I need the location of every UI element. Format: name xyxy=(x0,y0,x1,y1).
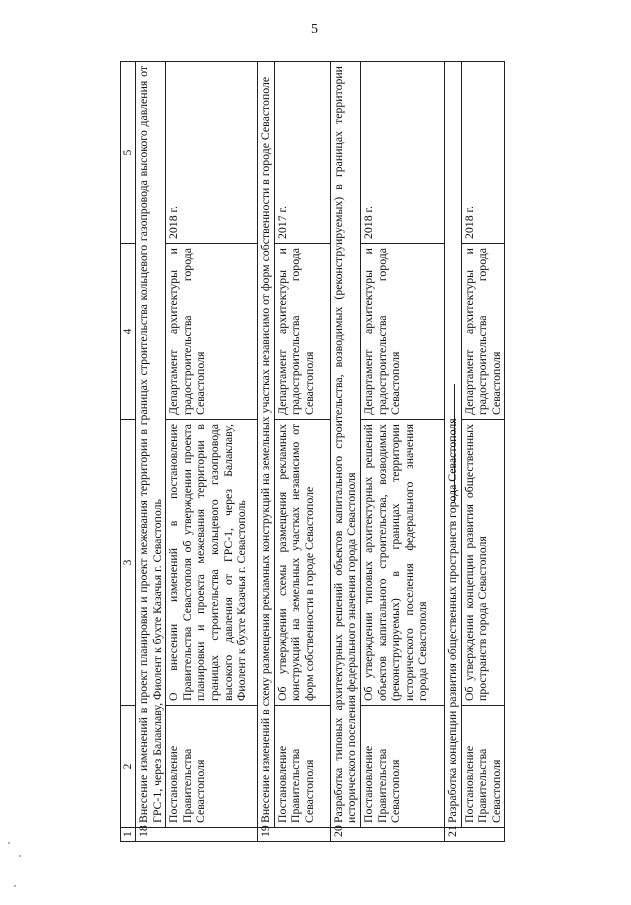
table-row xyxy=(360,62,444,842)
act-type-cell: Постановление Правительства Севастополя xyxy=(166,706,258,828)
page-number: 5 xyxy=(311,22,318,37)
section-title: Разработка типовых архитектурных решений объектов капитального строительства, возводимых (реконструируемых) в границах территории исторического поселения федерального значения города Севастополя xyxy=(330,62,360,828)
section-row xyxy=(444,62,461,842)
section-row xyxy=(330,62,360,842)
row-number: 20 xyxy=(330,828,444,842)
responsible-cell: Департамент архитектуры и градостроительства города Севастополя xyxy=(166,244,258,420)
row-number: 18 xyxy=(136,828,258,842)
deadline-cell: 2017 г. xyxy=(274,62,330,244)
scan-speck xyxy=(19,855,21,857)
section-title: Внесение изменений в схему размещения рекламных конструкций на земельных участках независимо от форм собственности в городе Севастополе xyxy=(258,62,275,828)
scan-speck xyxy=(14,885,16,887)
table-row xyxy=(274,62,330,842)
row-number: 21 xyxy=(444,828,504,842)
column-header: 1 xyxy=(121,828,136,842)
deadline-cell: 2018 г. xyxy=(461,62,505,244)
responsible-cell: Департамент архитектуры и градостроительства города Севастополя xyxy=(360,244,444,420)
plan-table xyxy=(120,61,505,842)
table-header-row xyxy=(121,62,136,842)
row-number: 19 xyxy=(258,828,331,842)
column-header: 5 xyxy=(121,62,136,244)
act-type-cell: Постановление Правительства Севастополя xyxy=(274,706,330,828)
section-row xyxy=(258,62,275,842)
act-type-cell: Постановление Правительства Севастополя xyxy=(461,706,505,828)
section-title: Внесение изменений в проект планировки и проект межевания территории в границах строительства кольцевого газопровода высокого давления от ГРС-1, через Балаклаву, Фиолент к бухте Казачья г. Севастополь xyxy=(136,62,166,828)
responsible-cell: Департамент архитектуры и градостроительства города Севастополя xyxy=(274,244,330,420)
table-row xyxy=(166,62,258,842)
act-name-cell: Об утверждении концепции развития общественных пространств города Севастополя xyxy=(461,420,505,706)
act-type-cell: Постановление Правительства Севастополя xyxy=(360,706,444,828)
column-header: 4 xyxy=(121,244,136,420)
scan-speck xyxy=(8,842,10,844)
rotated-table-container xyxy=(120,62,503,842)
act-name-cell: Об утверждении типовых архитектурных решений объектов капитального строительства, возводимых (реконструируемых) в границах территории исторического поселения федерального значения города Севастополя xyxy=(360,420,444,706)
responsible-cell: Департамент архитектуры и градостроительства города Севастополя xyxy=(461,244,505,420)
column-header: 3 xyxy=(121,420,136,706)
section-title: Разработка концепции развития общественных пространств города Севастополя xyxy=(444,62,461,828)
act-name-cell: Об утверждении схемы размещения рекламных конструкций на земельных участках независимо от форм собственности в городе Севастополе xyxy=(274,420,330,706)
column-header: 2 xyxy=(121,706,136,828)
act-name-cell: О внесении изменений в постановление Правительства Севастополя об утверждении проекта планировки и проекта межевания территории в границах строительства кольцевого газопровода высокого давления от ГРС-1, через Балаклаву, Фиолент к бухте Казачья г. Севастополь xyxy=(166,420,258,706)
deadline-cell: 2018 г. xyxy=(360,62,444,244)
deadline-cell: 2018 г. xyxy=(166,62,258,244)
table-row xyxy=(461,62,505,842)
section-row xyxy=(136,62,166,842)
